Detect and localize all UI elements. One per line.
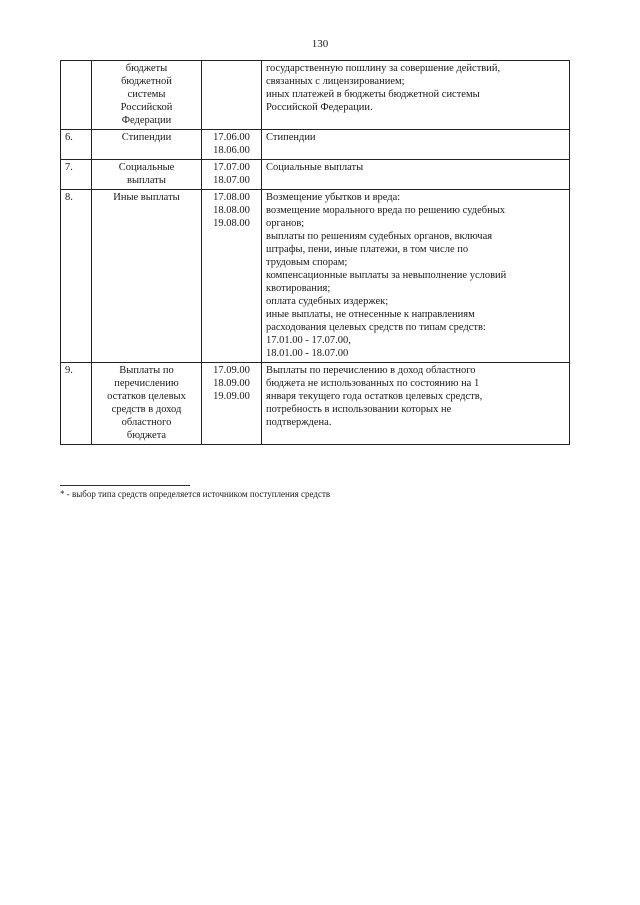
description-line: января текущего года остатков целевых средств,: [266, 391, 483, 402]
payment-name-line: областного: [121, 417, 172, 428]
table-body: [61, 61, 570, 445]
fund-code: 18.07.00: [213, 175, 250, 186]
payment-name-line: Российской: [120, 102, 173, 113]
payment-name-line: Стипендии: [121, 132, 172, 143]
description-line: подтверждена.: [266, 417, 332, 428]
description-line: расходования целевых средств по типам средств:: [266, 322, 486, 333]
fund-code-cell: [202, 130, 262, 160]
description-line: потребность в использовании которых не: [266, 404, 452, 415]
payment-name-line: остатков целевых: [107, 391, 186, 402]
description-line: штрафы, пени, иные платежи, в том числе по: [266, 244, 469, 255]
description-line: Социальные выплаты: [266, 162, 364, 173]
fund-code: 18.09.00: [213, 378, 250, 389]
row-number: 8.: [61, 190, 92, 363]
description-line: 18.01.00 - 18.07.00: [266, 348, 349, 359]
fund-code: 18.06.00: [213, 145, 250, 156]
footnote: * - выбор типа средств определяется источником поступления средств: [60, 489, 331, 499]
payment-name-line: системы: [127, 89, 166, 100]
payment-name-line: выплаты: [127, 175, 166, 186]
payment-name-cell: [92, 160, 202, 190]
payment-name-line: Социальные: [118, 162, 175, 173]
fund-code: 18.08.00: [213, 205, 250, 216]
fund-code: 19.08.00: [213, 218, 250, 229]
description-line: государственную пошлину за совершение действий,: [266, 63, 501, 74]
description-line: иные выплаты, не отнесенные к направлениям: [266, 309, 475, 320]
description-line: Российской Федерации.: [266, 102, 373, 113]
description-cell: [262, 160, 570, 190]
description-cell: [262, 61, 570, 130]
description-line: Стипендии: [266, 132, 316, 143]
payment-name-line: Выплаты по: [119, 365, 174, 376]
row-number: 9.: [61, 363, 92, 445]
fund-code-cell: [202, 190, 262, 363]
description-line: связанных с лицензированием;: [266, 76, 405, 87]
fund-code: 17.06.00: [213, 132, 250, 143]
description-line: компенсационные выплаты за невыполнение условий: [266, 270, 507, 281]
payment-name-line: бюджета: [126, 430, 167, 441]
fund-code-cell: [202, 363, 262, 445]
payment-name-cell: [92, 190, 202, 363]
payment-name-cell: [92, 61, 202, 130]
fund-code-cell: [202, 61, 262, 130]
payment-name-line: бюджеты: [125, 63, 168, 74]
page-number: 130: [311, 38, 329, 50]
table-row: [61, 190, 570, 363]
table-row: [61, 61, 570, 130]
description-line: иных платежей в бюджеты бюджетной системы: [266, 89, 480, 100]
payment-name-cell: [92, 130, 202, 160]
fund-code-cell: [202, 160, 262, 190]
description-cell: [262, 190, 570, 363]
fund-code: 17.08.00: [213, 192, 250, 203]
payment-name-line: Федерации: [121, 115, 172, 126]
footnote-rule: [60, 485, 190, 486]
payment-name-line: средств в доход: [111, 404, 182, 415]
description-line: Выплаты по перечислению в доход областного: [266, 365, 476, 376]
description-line: органов;: [266, 218, 305, 229]
description-line: выплаты по решениям судебных органов, включая: [266, 231, 493, 242]
description-cell: [262, 363, 570, 445]
payment-name-line: бюджетной: [121, 76, 172, 87]
description-line: оплата судебных издержек;: [266, 296, 389, 307]
description-line: возмещение морального вреда по решению судебных: [266, 205, 506, 216]
fund-code: 19.09.00: [213, 391, 250, 402]
fund-code: 17.07.00: [213, 162, 250, 173]
table-row: [61, 130, 570, 160]
budget-table: [60, 60, 570, 445]
description-cell: [262, 130, 570, 160]
payment-name-line: Иные выплаты: [113, 192, 180, 203]
description-line: Возмещение убытков и вреда:: [266, 192, 401, 203]
description-line: 17.01.00 - 17.07.00,: [266, 335, 351, 346]
row-number: [61, 61, 92, 130]
description-line: трудовым спорам;: [266, 257, 348, 268]
row-number: 7.: [61, 160, 92, 190]
fund-code: 17.09.00: [213, 365, 250, 376]
description-line: квотирования;: [266, 283, 331, 294]
table-row: [61, 160, 570, 190]
payment-name-line: перечислению: [114, 378, 179, 389]
table-row: [61, 363, 570, 445]
description-line: бюджета не использованных по состоянию на 1: [266, 378, 480, 389]
row-number: 6.: [61, 130, 92, 160]
payment-name-cell: [92, 363, 202, 445]
